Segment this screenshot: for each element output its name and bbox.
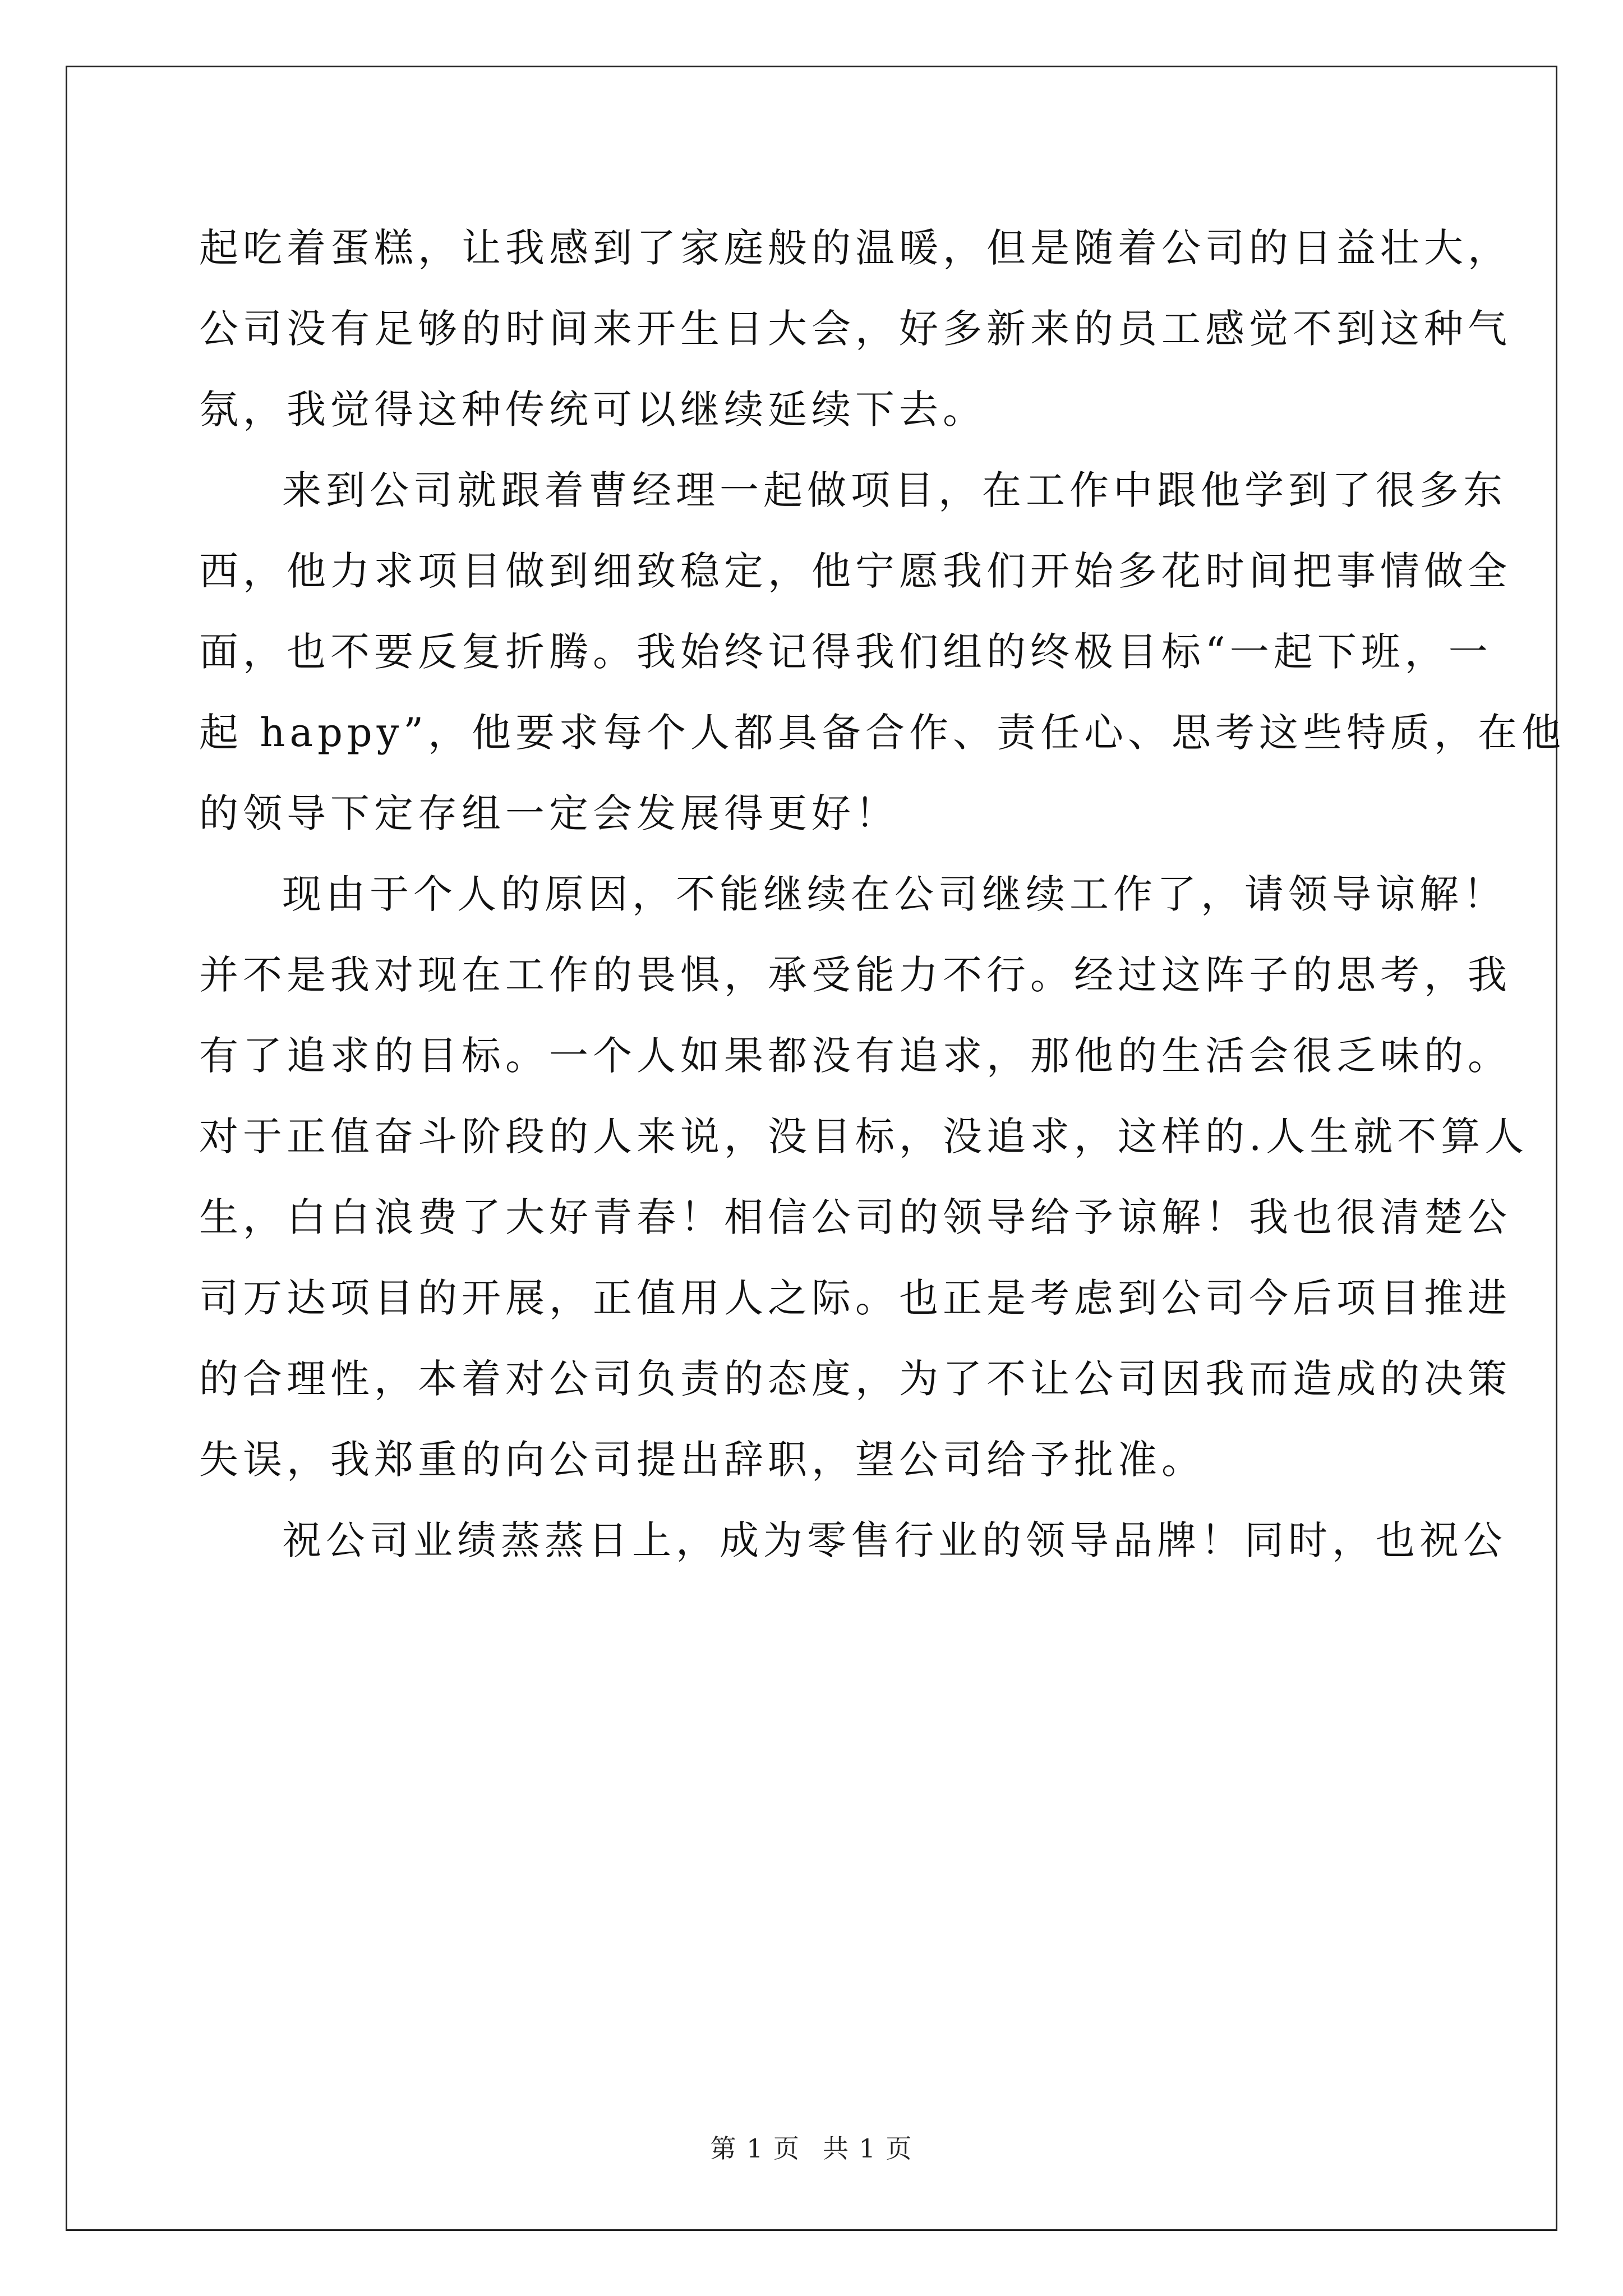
text-line: 起吃着蛋糕，让我感到了家庭般的温暖，但是随着公司的日益壮大， — [199, 225, 1511, 271]
text-line: 公司没有足够的时间来开生日大会，好多新来的员工感觉不到这种气 — [199, 306, 1511, 352]
text-line: 生，白白浪费了大好青春！相信公司的领导给予谅解！我也很清楚公 — [199, 1194, 1511, 1240]
page-total: 共 1 页 — [823, 2133, 913, 2164]
text-line: 来到公司就跟着曹经理一起做项目，在工作中跟他学到了很多东 — [282, 467, 1507, 513]
text-line: 祝公司业绩蒸蒸日上，成为零售行业的领导品牌！同时，也祝公 — [282, 1517, 1507, 1563]
text-line: 起 happy”，他要求每个人都具备合作、责任心、思考这些特质，在他 — [199, 710, 1566, 756]
text-line: 有了追求的目标。一个人如果都没有追求，那他的生活会很乏味的。 — [199, 1033, 1511, 1079]
text-line: 失误，我郑重的向公司提出辞职，望公司给予批准。 — [199, 1437, 1205, 1483]
text-line: 面，也不要反复折腾。我始终记得我们组的终极目标“一起下班，一 — [199, 629, 1492, 675]
text-line: 并不是我对现在工作的畏惧，承受能力不行。经过这阵子的思考，我 — [199, 952, 1511, 998]
text-line: 现由于个人的原因，不能继续在公司继续工作了，请领导谅解！ — [282, 871, 1507, 917]
text-line: 对于正值奋斗阶段的人来说，没目标，没追求，这样的.人生就不算人 — [199, 1114, 1529, 1159]
text-line: 的合理性，本着对公司负责的态度，为了不让公司因我而造成的决策 — [199, 1356, 1511, 1402]
text-line: 司万达项目的开展，正值用人之际。也正是考虑到公司今后项目推进 — [199, 1275, 1511, 1321]
page-number: 第 1 页 — [710, 2133, 800, 2164]
document-body — [199, 208, 1566, 1581]
text-line: 西，他力求项目做到细致稳定，他宁愿我们开始多花时间把事情做全 — [199, 548, 1511, 594]
page-footer — [0, 2132, 1623, 2165]
text-line: 的领导下定存组一定会发展得更好！ — [199, 790, 899, 836]
text-line: 氛，我觉得这种传统可以继续延续下去。 — [199, 386, 986, 432]
